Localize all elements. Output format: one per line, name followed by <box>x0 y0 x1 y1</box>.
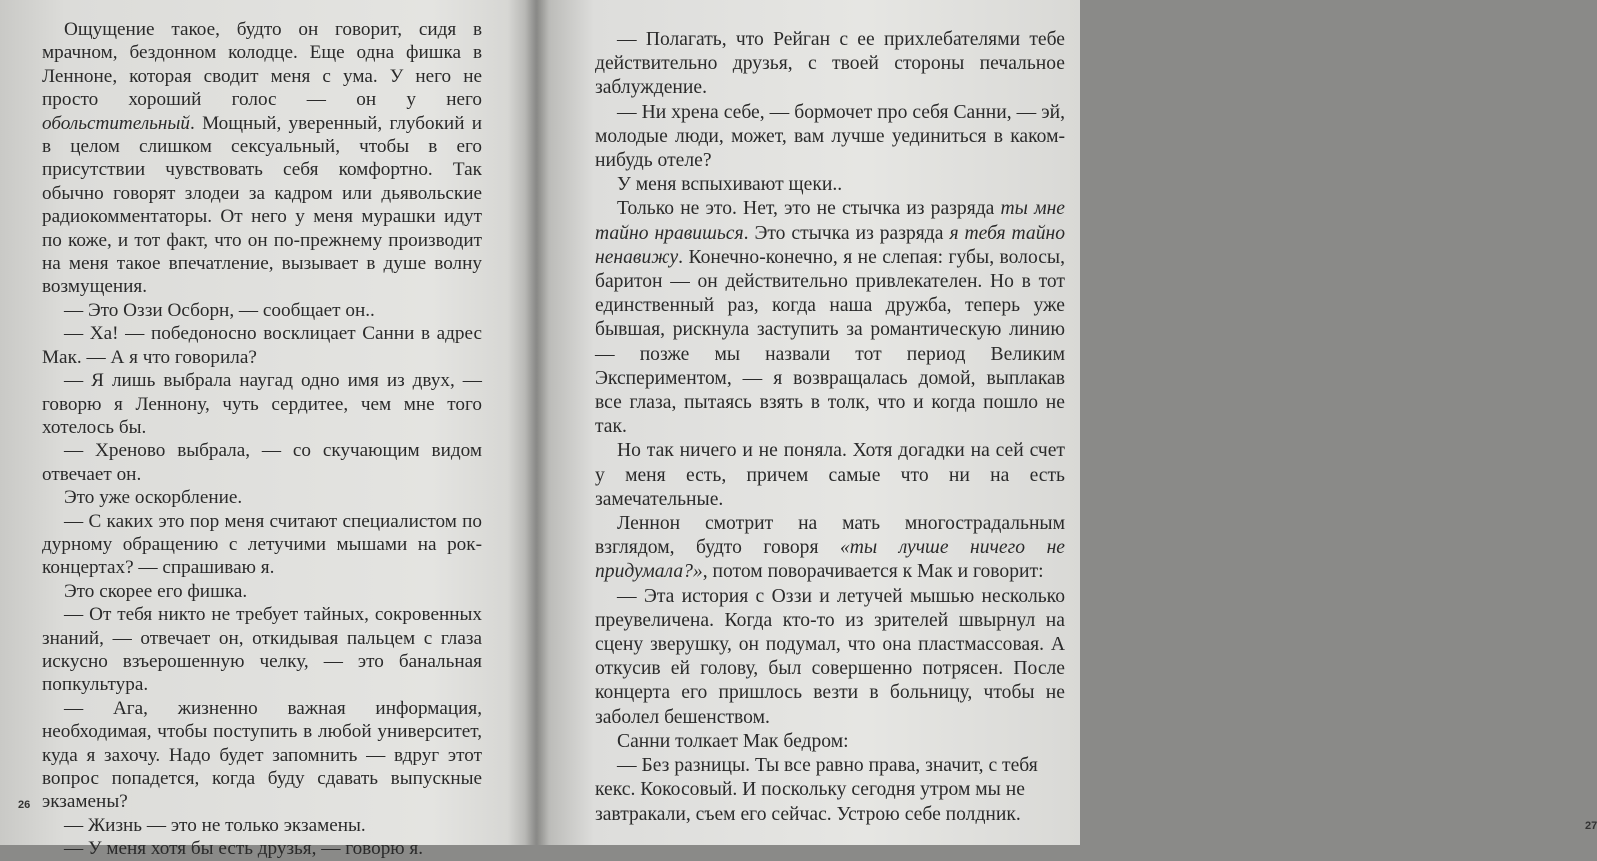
paragraph <box>42 322 482 369</box>
text-run: — Это Оззи Осборн, — сообщает он.. <box>64 299 375 321</box>
paragraph <box>42 18 482 299</box>
paragraph <box>595 439 1065 512</box>
page-number-right: 27 <box>1585 820 1597 832</box>
paragraph <box>42 510 482 580</box>
text-run: — Ха! — победоносно восклицает Санни в адрес Мак. — А я что говорила? <box>42 323 482 368</box>
right-page <box>545 0 1597 845</box>
text-run: — Эта история с Оззи и летучей мышью несколько преувеличена. Когда кто-то из зрителей швырнул на сцену зверушку, он подумал, что она пластмассовая. А откусив ей голову, был совершенно потрясен. После концерта его пришлось везти в больницу, чтобы не заболел бешенством. <box>595 585 1065 728</box>
text-run: Санни толкает Мак бедром: <box>617 730 849 752</box>
text-run: . Это стычка из разряда <box>743 222 950 244</box>
text-run: Леннон смотрит на мать многострадальным взглядом, будто говоря <box>595 513 1065 559</box>
text-run: — Ага, жизненно важная информация, необходимая, чтобы поступить в любой университет, куда я захочу. Надо будет запомнить — вдруг этот вопрос попадется, когда буду сдавать выпускные экзамены? <box>42 697 482 813</box>
paragraph <box>42 369 482 439</box>
left-page <box>0 0 530 860</box>
text-run: , потом поворачивается к Мак и говорит: <box>702 561 1044 583</box>
text-run: У меня вспыхивают щеки.. <box>617 174 843 196</box>
text-run: — У меня хотя бы есть друзья, — говорю я. <box>64 838 424 860</box>
text-run: — Ни хрена себе, — бормочет про себя Санни, — эй, молодые люди, может, вам лучше уединиться в каком-нибудь отеле? <box>595 101 1065 172</box>
text-run: Ощущение такое, будто он говорит, сидя в мрачном, бездонном колодце. Еще одна фишка в Ленноне, которая сводит меня с ума. У него не просто хороший голос — он у него <box>42 19 482 111</box>
paragraph <box>42 580 482 603</box>
right-page-text <box>595 28 1065 827</box>
paragraph <box>42 697 482 814</box>
text-run: Но так ничего и не поняла. Хотя догадки на сей счет у меня есть, причем самые что ни на есть замечательные. <box>595 440 1065 510</box>
paragraph <box>42 837 482 860</box>
text-run: Это скорее его фишка. <box>64 580 248 602</box>
italic-text: я тебя тайно ненавижу <box>595 222 1066 268</box>
italic-text: «ты лучше ничего не придумала?» <box>595 537 1065 583</box>
paragraph <box>595 585 1065 730</box>
text-run: Только не это. Нет, это не стычка из разряда <box>617 198 1001 220</box>
text-run: Это уже оскорбление. <box>64 487 243 509</box>
paragraph <box>42 814 482 837</box>
text-run: . Мощный, уверенный, глубокий и в целом слишком сексуальный, чтобы в его присутствии чувствовать себя комфортно. Так обычно говорят злодеи за кадром или дьявольские радиокомментаторы. От него у меня мурашки идут по коже, и тот факт, что он по-прежнему производит на меня такое впечатление, вызывает в душе волну возмущения. <box>42 112 482 298</box>
paragraph <box>42 299 482 322</box>
paragraph <box>595 101 1065 174</box>
text-run: — Я лишь выбрала наугад одно имя из двух, — говорю я Леннону, чуть сердитее, чем мне того хотелось бы. <box>42 370 482 438</box>
paragraph <box>42 486 482 509</box>
paragraph <box>595 197 1065 439</box>
paragraph <box>595 28 1065 101</box>
text-run: . Конечно-конечно, я не слепая: губы, волосы, баритон — он действительно привлекателен. Но в тот единственный раз, когда наша дружба, теперь уже бывшая, рискнула заступить за романтическую линию — позже мы назвали тот период Великим Экспериментом, — я возвращалась домой, выплакав все глаза, пытаясь взять в толк, что и когда пошло не так. <box>595 246 1065 438</box>
paragraph <box>595 173 1065 197</box>
paragraph <box>42 603 482 697</box>
text-run: — Без разницы. Ты все равно права, значит, с тебя кекс. Кокосовый. И поскольку сегодня утром мы не завтракали, съем его сейчас. Устрою себе полдник. <box>595 755 1038 825</box>
paragraph <box>595 754 1065 827</box>
italic-text: обольстительный <box>42 112 191 134</box>
left-page-text <box>42 18 482 861</box>
page-number-left: 26 <box>18 799 31 811</box>
paragraph <box>595 512 1065 585</box>
paragraph <box>42 439 482 486</box>
text-run: — От тебя никто не требует тайных, сокровенных знаний, — отвечает он, откидывая пальцем с глаза искусно взъерошенную челку, — это банальная попкультура. <box>42 604 482 696</box>
paragraph <box>595 730 1065 754</box>
text-run: — С каких это пор меня считают специалистом по дурному обращению с летучими мышами на рок-концертах? — спрашиваю я. <box>42 510 482 579</box>
text-run: — Хреново выбрала, — со скучающим видом отвечает он. <box>42 440 482 485</box>
text-run: — Жизнь — это не только экзамены. <box>64 814 366 836</box>
italic-text: ты мне тайно нравишься <box>595 198 1065 244</box>
text-run: — Полагать, что Рейган с ее прихлебателями тебе действительно друзья, с твоей стороны печальное заблуждение. <box>595 29 1065 99</box>
